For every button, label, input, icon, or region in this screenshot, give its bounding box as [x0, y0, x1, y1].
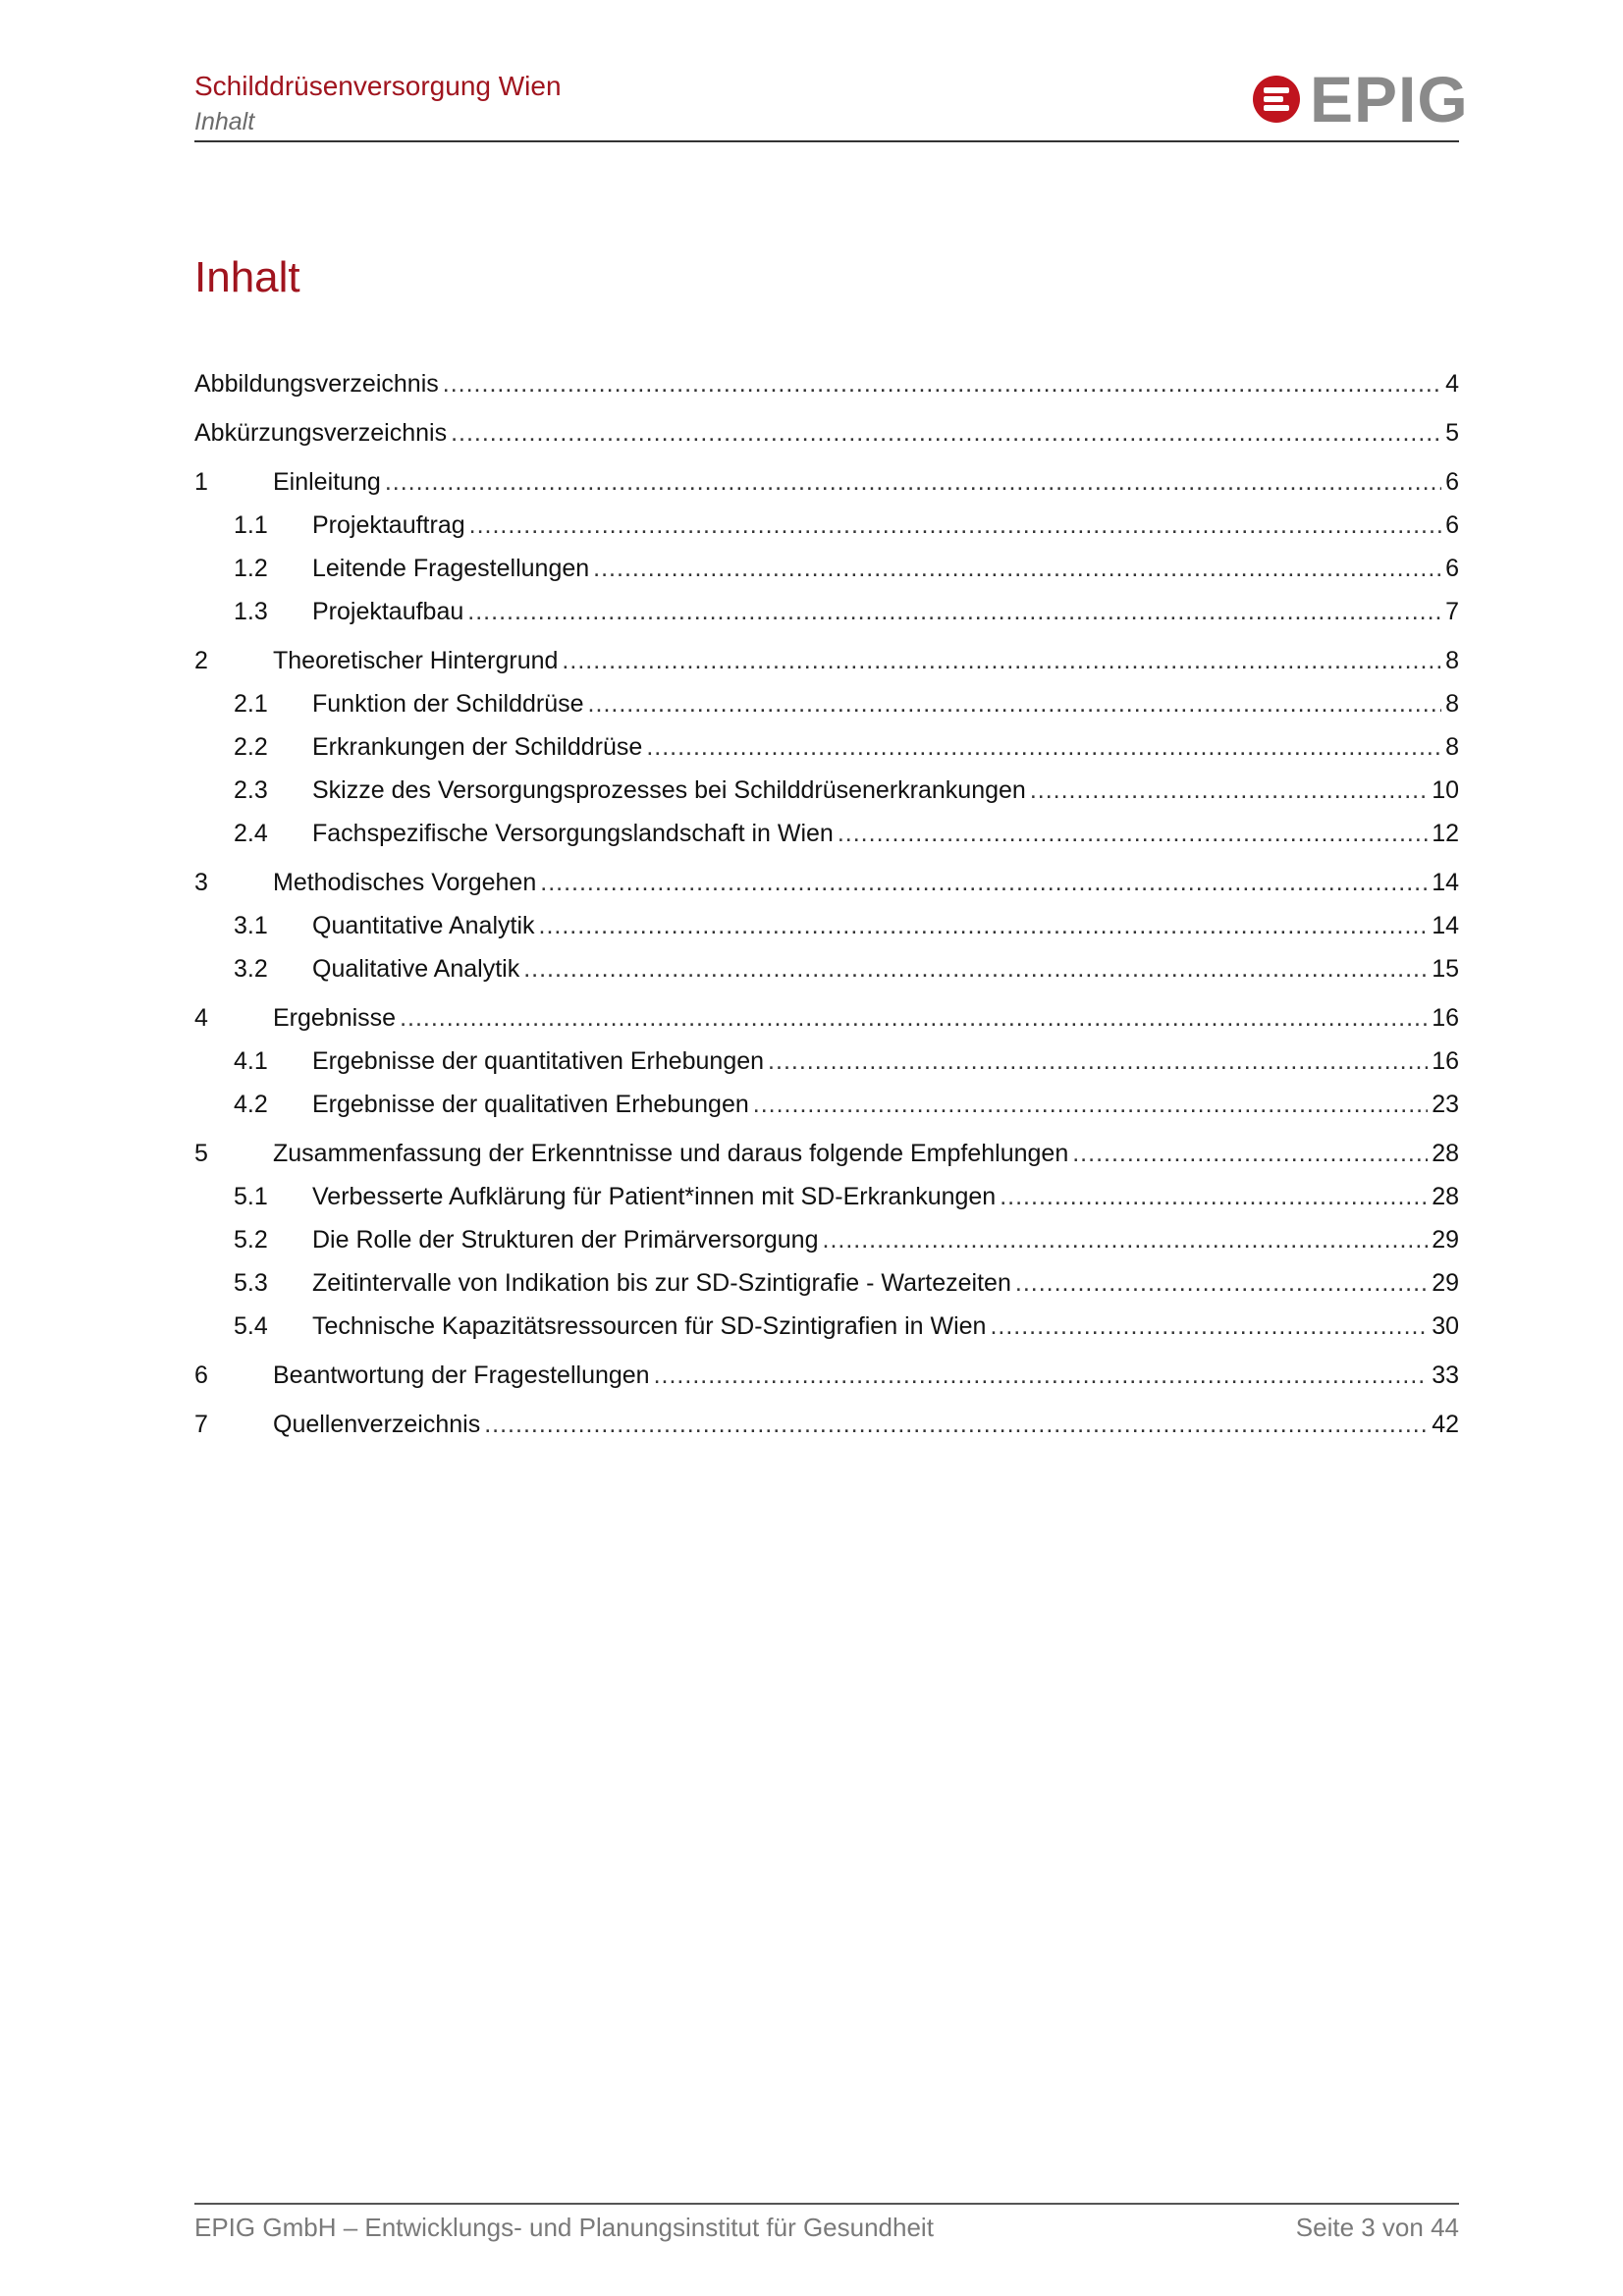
toc-entry-number: 4.2 — [234, 1091, 268, 1118]
toc-entry-title: Ergebnisse — [273, 1004, 397, 1032]
toc-entry[interactable] — [194, 1408, 1459, 1441]
toc-entry-title: Beantwortung der Fragestellungen — [273, 1362, 650, 1389]
toc-dot-leader — [539, 909, 1429, 942]
toc-entry-number: 2 — [194, 647, 208, 674]
toc-dot-leader — [654, 1359, 1429, 1392]
toc-entry-page: 12 — [1432, 820, 1459, 847]
toc-entry-title: Ergebnisse der quantitativen Erhebungen — [312, 1047, 765, 1075]
toc-entry-page: 4 — [1445, 370, 1459, 398]
header-divider — [194, 140, 1459, 142]
toc-entry[interactable] — [194, 866, 1459, 899]
toc-entry-number: 4.1 — [234, 1047, 268, 1075]
toc-entry-page: 28 — [1432, 1140, 1459, 1167]
toc-dot-leader — [646, 730, 1441, 764]
toc-entry-page: 29 — [1432, 1226, 1459, 1254]
toc-entry[interactable] — [194, 508, 1459, 542]
toc-dot-leader — [753, 1088, 1428, 1121]
toc-entry-page: 6 — [1445, 555, 1459, 582]
footer-organization: EPIG GmbH – Entwicklungs- und Planungsinstitut für Gesundheit — [194, 2213, 934, 2242]
toc-entry-number: 1.1 — [234, 511, 268, 539]
toc-entry[interactable] — [194, 552, 1459, 585]
toc-dot-leader — [467, 595, 1441, 628]
toc-entry[interactable] — [194, 1137, 1459, 1170]
toc-entry[interactable] — [194, 1180, 1459, 1213]
toc-entry-number: 5.4 — [234, 1312, 268, 1340]
toc-entry-number: 3 — [194, 869, 208, 896]
toc-entry-title: Theoretischer Hintergrund — [273, 647, 559, 674]
toc-entry[interactable] — [194, 952, 1459, 986]
toc-entry-title: Leitende Fragestellungen — [312, 555, 590, 582]
toc-dot-leader — [838, 817, 1428, 850]
toc-dot-leader — [1015, 1266, 1428, 1300]
toc-entry-page: 5 — [1445, 419, 1459, 447]
toc-entry[interactable] — [194, 644, 1459, 677]
toc-entry-title: Zeitintervalle von Indikation bis zur SD-Szintigrafie - Wartezeiten — [312, 1269, 1011, 1297]
toc-entry-title: Projektaufbau — [312, 598, 464, 625]
header-title: Schilddrüsenversorgung Wien — [194, 71, 562, 101]
toc-entry-title: Verbesserte Aufklärung für Patient*innen mit SD-Erkrankungen — [312, 1183, 997, 1210]
toc-entry-number: 1 — [194, 468, 208, 496]
toc-entry-number: 2.2 — [234, 733, 268, 761]
toc-entry-title: Abkürzungsverzeichnis — [194, 419, 448, 447]
toc-dot-leader — [1000, 1180, 1428, 1213]
toc-entry-title: Quellenverzeichnis — [273, 1411, 481, 1438]
toc-dot-leader — [385, 465, 1441, 499]
toc-entry-title: Qualitative Analytik — [312, 955, 520, 983]
toc-entry-page: 16 — [1432, 1047, 1459, 1075]
toc-entry[interactable] — [194, 687, 1459, 721]
toc-entry-title: Projektauftrag — [312, 511, 465, 539]
toc-entry-number: 1.3 — [234, 598, 268, 625]
toc-entry-number: 2.1 — [234, 690, 268, 718]
toc-entry-page: 16 — [1432, 1004, 1459, 1032]
toc-entry-page: 23 — [1432, 1091, 1459, 1118]
toc-entry-page: 6 — [1445, 511, 1459, 539]
toc-entry-title: Funktion der Schilddrüse — [312, 690, 584, 718]
toc-dot-leader — [484, 1408, 1428, 1441]
toc-entry-number: 3.2 — [234, 955, 268, 983]
toc-entry[interactable] — [194, 1223, 1459, 1256]
toc-dot-leader — [400, 1001, 1428, 1035]
toc-entry[interactable] — [194, 1359, 1459, 1392]
toc-entry[interactable] — [194, 1001, 1459, 1035]
toc-entry-page: 28 — [1432, 1183, 1459, 1210]
toc-entry[interactable] — [194, 1266, 1459, 1300]
toc-entry[interactable] — [194, 367, 1459, 400]
toc-dot-leader — [443, 367, 1441, 400]
toc-entry-page: 15 — [1432, 955, 1459, 983]
toc-entry-page: 8 — [1445, 733, 1459, 761]
toc-entry[interactable] — [194, 774, 1459, 807]
toc-dot-leader — [523, 952, 1428, 986]
toc-entry-number: 5.3 — [234, 1269, 268, 1297]
toc-entry-title: Ergebnisse der qualitativen Erhebungen — [312, 1091, 749, 1118]
toc-entry-page: 7 — [1445, 598, 1459, 625]
toc-entry[interactable] — [194, 1309, 1459, 1343]
toc-dot-leader — [562, 644, 1441, 677]
toc-entry-page: 42 — [1432, 1411, 1459, 1438]
toc-dot-leader — [823, 1223, 1429, 1256]
toc-dot-leader — [469, 508, 1441, 542]
epig-logo — [1253, 65, 1469, 133]
toc-entry-title: Quantitative Analytik — [312, 912, 535, 939]
footer-divider — [194, 2203, 1459, 2205]
toc-entry-page: 6 — [1445, 468, 1459, 496]
toc-entry[interactable] — [194, 909, 1459, 942]
page-title: Inhalt — [194, 253, 300, 301]
toc-entry-title: Technische Kapazitätsressourcen für SD-Szintigrafien in Wien — [312, 1312, 987, 1340]
toc-entry[interactable] — [194, 416, 1459, 450]
toc-entry-number: 4 — [194, 1004, 208, 1032]
toc-entry-number: 2.3 — [234, 776, 268, 804]
toc-entry-page: 14 — [1432, 912, 1459, 939]
toc-dot-leader — [540, 866, 1428, 899]
toc-entry-page: 8 — [1445, 647, 1459, 674]
toc-entry-page: 29 — [1432, 1269, 1459, 1297]
toc-entry-title: Zusammenfassung der Erkenntnisse und daraus folgende Empfehlungen — [273, 1140, 1069, 1167]
toc-entry[interactable] — [194, 730, 1459, 764]
toc-entry-number: 5.1 — [234, 1183, 268, 1210]
toc-entry[interactable] — [194, 595, 1459, 628]
epig-logo-icon — [1253, 76, 1300, 123]
toc-entry-number: 5.2 — [234, 1226, 268, 1254]
toc-entry-page: 8 — [1445, 690, 1459, 718]
toc-entry-page: 33 — [1432, 1362, 1459, 1389]
toc-entry-number: 3.1 — [234, 912, 268, 939]
header-subtitle: Inhalt — [194, 108, 255, 135]
toc-entry[interactable] — [194, 1088, 1459, 1121]
footer-page-number: Seite 3 von 44 — [1295, 2213, 1459, 2242]
toc-dot-leader — [588, 687, 1442, 721]
toc-dot-leader — [451, 416, 1441, 450]
toc-entry-number: 2.4 — [234, 820, 268, 847]
toc-entry-page: 30 — [1432, 1312, 1459, 1340]
toc-dot-leader — [593, 552, 1441, 585]
toc-entry-number: 1.2 — [234, 555, 268, 582]
toc-entry-title: Abbildungsverzeichnis — [194, 370, 439, 398]
toc-entry-title: Fachspezifische Versorgungslandschaft in Wien — [312, 820, 834, 847]
toc-entry[interactable] — [194, 1044, 1459, 1078]
logo-text: EPIG — [1310, 63, 1469, 135]
toc-entry-number: 6 — [194, 1362, 208, 1389]
toc-dot-leader — [990, 1309, 1428, 1343]
toc-entry[interactable] — [194, 817, 1459, 850]
toc-entry[interactable] — [194, 465, 1459, 499]
toc-entry-title: Die Rolle der Strukturen der Primärversorgung — [312, 1226, 819, 1254]
toc-entry-title: Methodisches Vorgehen — [273, 869, 537, 896]
toc-entry-title: Einleitung — [273, 468, 381, 496]
toc-dot-leader — [1030, 774, 1428, 807]
toc-entry-title: Erkrankungen der Schilddrüse — [312, 733, 643, 761]
toc-entry-title: Skizze des Versorgungsprozesses bei Schilddrüsenerkrankungen — [312, 776, 1026, 804]
toc-entry-page: 10 — [1432, 776, 1459, 804]
toc-entry-number: 5 — [194, 1140, 208, 1167]
toc-dot-leader — [768, 1044, 1428, 1078]
toc-entry-page: 14 — [1432, 869, 1459, 896]
toc-dot-leader — [1072, 1137, 1428, 1170]
toc-entry-number: 7 — [194, 1411, 208, 1438]
